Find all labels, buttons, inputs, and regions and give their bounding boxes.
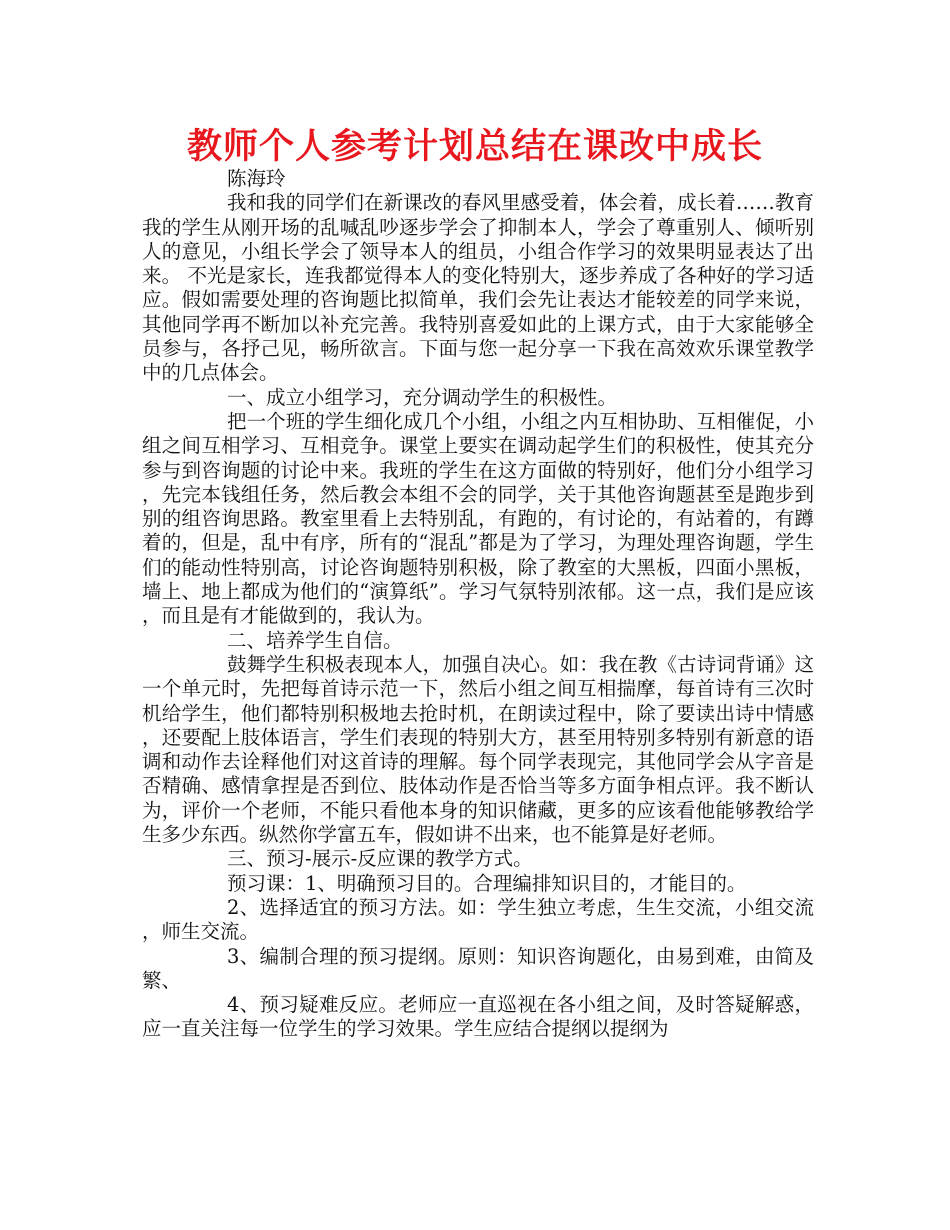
document-body (142, 167, 814, 1042)
list-item: 预习课：1、明确预习目的。合理编排知识目的，才能目的。 (227, 871, 747, 895)
list-item: 3、编制合理的预习提纲。原则：知识咨询题化，由易到难，由简及繁、 (142, 944, 814, 992)
section-heading: 二、培养学生自信。 (227, 628, 403, 652)
author-name: 陈海玲 (227, 167, 286, 190)
body-paragraph: 鼓舞学生积极表现本人，加强自决心。如：我在教《古诗词背诵》这一个单元时，先把每首诗示范一下，然后小组之间互相揣摩，每首诗有三次时机给学生，他们都特别积极地去抢时机，在朗读过程中，除了要读出诗中情感，还要配上肢体语言，学生们表现的特别大方，甚至用特别多特别有新意的语调和动作去诠释他们对这首诗的理解。每个同学表现完，其他同学会从字音是否精确、感情拿捏是否到位、肢体动作是否恰当等多方面争相点评。我不断认为，评价一个老师，不能只看他本身的知识储藏，更多的应该看他能够教给学生多少东西。纵然你学富五车，假如讲不出来，也不能算是好老师。 (142, 652, 814, 847)
section-heading: 三、预习-展示-反应课的教学方式。 (227, 847, 533, 871)
list-item: 2、选择适宜的预习方法。如：学生独立考虑，生生交流，小组交流，师生交流。 (142, 895, 814, 944)
document-title: 教师个人参考计划总结在课改中成长 (186, 127, 763, 167)
list-item: 4、预习疑难反应。老师应一直巡视在各小组之间，及时答疑解惑，应一直关注每一位学生的学习效果。学生应结合提纲以提纲为 (142, 993, 814, 1041)
section-heading: 一、成立小组学习，充分调动学生的积极性。 (227, 385, 618, 409)
body-paragraph: 把一个班的学生细化成几个小组，小组之内互相协助、互相催促，小组之间互相学习、互相竞争。课堂上要实在调动起学生们的积极性，使其充分参与到咨询题的讨论中来。我班的学生在这方面做的特别好，他们分小组学习，先完本钱组任务，然后教会本组不会的同学，关于其他咨询题甚至是跑步到别的组咨询思路。教室里看上去特别乱，有跑的，有讨论的，有站着的，有蹲着的，但是，乱中有序，所有的“混乱”都是为了学习，为理处理咨询题，学生们的能动性特别高，讨论咨询题特别积极，除了教室的大黑板，四面小黑板，墙上、地上都成为他们的“演算纸”。学习气氛特别浓郁。这一点，我们是应该，而且是有才能做到的，我认为。 (142, 409, 814, 628)
body-paragraph: 我和我的同学们在新课改的春风里感受着，体会着，成长着……教育我的学生从刚开场的乱喊乱吵逐步学会了抑制本人，学会了尊重别人、倾听别人的意见，小组长学会了领导本人的组员，小组合作学习的效果明显表达了出来。 不光是家长，连我都觉得本人的变化特别大，逐步养成了各种好的学习适应。假如需要处理的咨询题比拟简单，我们会先让表达才能较差的同学来说，其他同学再不断加以补充完善。我特别喜爱如此的上课方式，由于大家能够全员参与，各抒己见，畅所欲言。下面与您一起分享一下我在高效欢乐课堂教学中的几点体会。 (142, 191, 814, 385)
